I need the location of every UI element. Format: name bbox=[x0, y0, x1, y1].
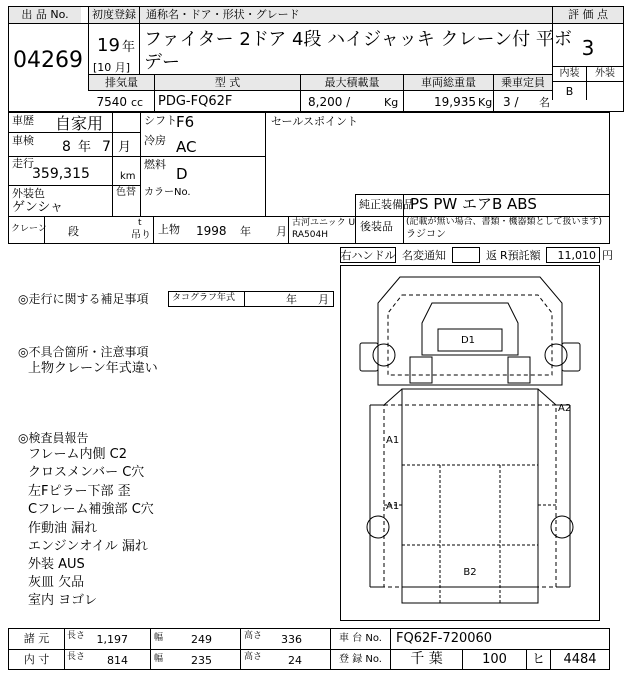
history-value: 自家用 bbox=[55, 114, 104, 133]
truck-diagram bbox=[340, 265, 600, 621]
inner-len-label: 長さ bbox=[67, 652, 86, 662]
crane-model: RA504H bbox=[292, 230, 328, 240]
model-label: 型 式 bbox=[214, 76, 241, 89]
damage-mark-d1: D1 bbox=[460, 335, 476, 346]
reg-number: 4484 bbox=[563, 652, 597, 667]
reg-area: 千 葉 bbox=[410, 651, 443, 667]
reg-year-unit: 年 bbox=[122, 40, 136, 55]
inspect-label: 車検 bbox=[12, 134, 34, 147]
color-label: 外装色 bbox=[12, 187, 45, 200]
gross-label: 車両総重量 bbox=[421, 76, 476, 89]
tacho-month-unit: 月 bbox=[318, 293, 329, 306]
inspect-month: 7 bbox=[102, 139, 111, 155]
reg-year: 19 bbox=[97, 35, 120, 56]
inspector-line: 室内 ヨゴレ bbox=[28, 593, 98, 608]
steering-value: 右ハンドル bbox=[340, 249, 396, 262]
body-month-unit: 月 bbox=[276, 225, 287, 238]
disp-label: 排気量 bbox=[105, 76, 138, 89]
inner-width: 235 bbox=[191, 654, 212, 667]
spec-width: 249 bbox=[191, 633, 212, 646]
vehicle-name-line2: デー bbox=[144, 52, 180, 73]
crane-stage-unit: 段 bbox=[68, 225, 79, 238]
interior-label: 内装 bbox=[559, 68, 580, 79]
load-label: 最大積載量 bbox=[324, 76, 380, 89]
inspector-line: 灰皿 欠品 bbox=[28, 575, 85, 590]
gross-unit: Kg bbox=[478, 96, 493, 109]
damage-mark-a1-lower: A1 bbox=[386, 501, 400, 512]
tacho-year-unit: 年 bbox=[286, 293, 297, 306]
crane-label: クレーン bbox=[11, 224, 47, 234]
inspector-line: 外装 AUS bbox=[28, 557, 85, 572]
defect-text: 上物クレーン年式違い bbox=[28, 361, 158, 376]
inspector-line: クロスメンバー C穴 bbox=[28, 465, 145, 480]
sales-point-label: セールスポイント bbox=[271, 115, 359, 128]
inspect-month-unit: 月 bbox=[118, 140, 132, 155]
equip-label: 純正装備品 bbox=[359, 198, 414, 211]
damage-mark-a2: A2 bbox=[558, 403, 572, 414]
recycle-label: R預託額 bbox=[500, 249, 541, 262]
capacity: 3 / bbox=[503, 95, 519, 109]
inspector-label: ◎検査員報告 bbox=[18, 431, 89, 445]
model-code: PDG-FQ62F bbox=[158, 94, 233, 109]
shift-label: シフト bbox=[144, 114, 177, 127]
body-year: 1998 bbox=[196, 224, 227, 238]
fuel-value: D bbox=[176, 165, 188, 183]
tacho-label: タコグラフ年式 bbox=[172, 293, 236, 303]
inner-wid-label: 幅 bbox=[154, 654, 164, 664]
reg-class: 100 bbox=[482, 652, 507, 667]
reg-label: 初度登録 bbox=[92, 8, 136, 21]
displacement: 7540 bbox=[96, 95, 127, 109]
inspector-line: 作動油 漏れ bbox=[28, 521, 98, 536]
body-year-unit: 年 bbox=[240, 225, 251, 238]
exterior-label: 外装 bbox=[595, 68, 615, 79]
inspector-line: 左Fピラー下部 歪 bbox=[28, 484, 131, 499]
shift-value: F6 bbox=[176, 113, 195, 131]
equip-value: PS PW エアB ABS bbox=[410, 195, 537, 213]
recycle-amount: 11,010 bbox=[557, 249, 596, 262]
spec-hgt-label: 高さ bbox=[244, 631, 263, 641]
fuel-label: 燃料 bbox=[144, 158, 166, 171]
inspector-line: フレーム内側 C2 bbox=[28, 447, 127, 462]
inner-height: 24 bbox=[288, 654, 302, 667]
inner-length: 814 bbox=[107, 654, 128, 667]
inspector-line: エンジンオイル 漏れ bbox=[28, 539, 148, 554]
inspect-year: 8 bbox=[62, 139, 71, 155]
ac-value: AC bbox=[176, 138, 197, 156]
max-load: 8,200 / bbox=[308, 95, 351, 109]
notice-label: 名変通知 bbox=[402, 249, 446, 262]
aftermarket-note: (記載が無い場合、書類・機器類として扱います) bbox=[406, 217, 603, 227]
color-change-label: 色替 bbox=[116, 187, 136, 198]
defect-label: ◎不具合箇所・注意事項 bbox=[18, 345, 149, 359]
inspector-line: Cフレーム補強部 C穴 bbox=[28, 502, 154, 517]
damage-mark-b2: B2 bbox=[463, 567, 477, 578]
inspect-year-unit: 年 bbox=[78, 140, 92, 155]
ac-label: 冷房 bbox=[144, 134, 166, 147]
spec-length: 1,197 bbox=[96, 633, 128, 646]
name-label: 通称名・ドア・形状・グレード bbox=[146, 8, 300, 21]
reg-month: [10 月] bbox=[93, 61, 131, 74]
history-label: 車歴 bbox=[12, 114, 34, 127]
spec-height: 336 bbox=[281, 633, 302, 646]
mileage-label: 走行 bbox=[12, 157, 34, 170]
lot-number: 04269 bbox=[13, 48, 83, 73]
body-label: 上物 bbox=[158, 223, 180, 236]
spec-row-label: 諸 元 bbox=[23, 632, 50, 645]
aftermarket-label: 後装品 bbox=[360, 220, 393, 233]
capacity-unit: 名 bbox=[539, 96, 550, 109]
reg-kana: ヒ bbox=[531, 652, 545, 667]
chassis-number: FQ62F-720060 bbox=[396, 631, 493, 646]
mileage-value: 359,315 bbox=[32, 166, 90, 182]
return-label: 返 bbox=[486, 249, 497, 262]
score-value: 3 bbox=[581, 36, 595, 60]
drive-notes-label: ◎走行に関する補足事項 bbox=[18, 292, 149, 306]
score-label: 評 価 点 bbox=[568, 8, 608, 21]
vehicle-name-line1: ファイター 2ドア 4段 ハイジャッキ クレーン付 平ボ bbox=[144, 29, 572, 50]
capacity-label: 乗車定員 bbox=[501, 76, 545, 89]
color-no-label: カラーNo. bbox=[144, 187, 191, 198]
crane-maker: 古河ユニック U bbox=[292, 218, 356, 228]
inner-hgt-label: 高さ bbox=[244, 652, 263, 662]
disp-unit: cc bbox=[131, 96, 144, 109]
color-value: ゲンシャ bbox=[12, 200, 64, 215]
spec-wid-label: 幅 bbox=[154, 633, 164, 643]
interior-score: B bbox=[565, 85, 574, 98]
crane-ton-unit: t bbox=[138, 218, 142, 228]
reg-no-label: 登 録 No. bbox=[339, 654, 382, 665]
spec-len-label: 長さ bbox=[67, 631, 86, 641]
chassis-label: 車 台 No. bbox=[339, 633, 382, 644]
damage-mark-a1-upper: A1 bbox=[386, 435, 400, 446]
mileage-unit: km bbox=[120, 171, 136, 182]
yen-unit: 円 bbox=[602, 249, 613, 262]
lot-label: 出 品 No. bbox=[21, 8, 69, 21]
aftermarket-value: ラジコン bbox=[406, 229, 446, 240]
crane-hang-unit: 吊り bbox=[131, 230, 151, 241]
load-unit: Kg bbox=[384, 96, 399, 109]
gross-weight: 19,935 bbox=[434, 95, 476, 109]
inner-row-label: 内 寸 bbox=[23, 653, 50, 666]
